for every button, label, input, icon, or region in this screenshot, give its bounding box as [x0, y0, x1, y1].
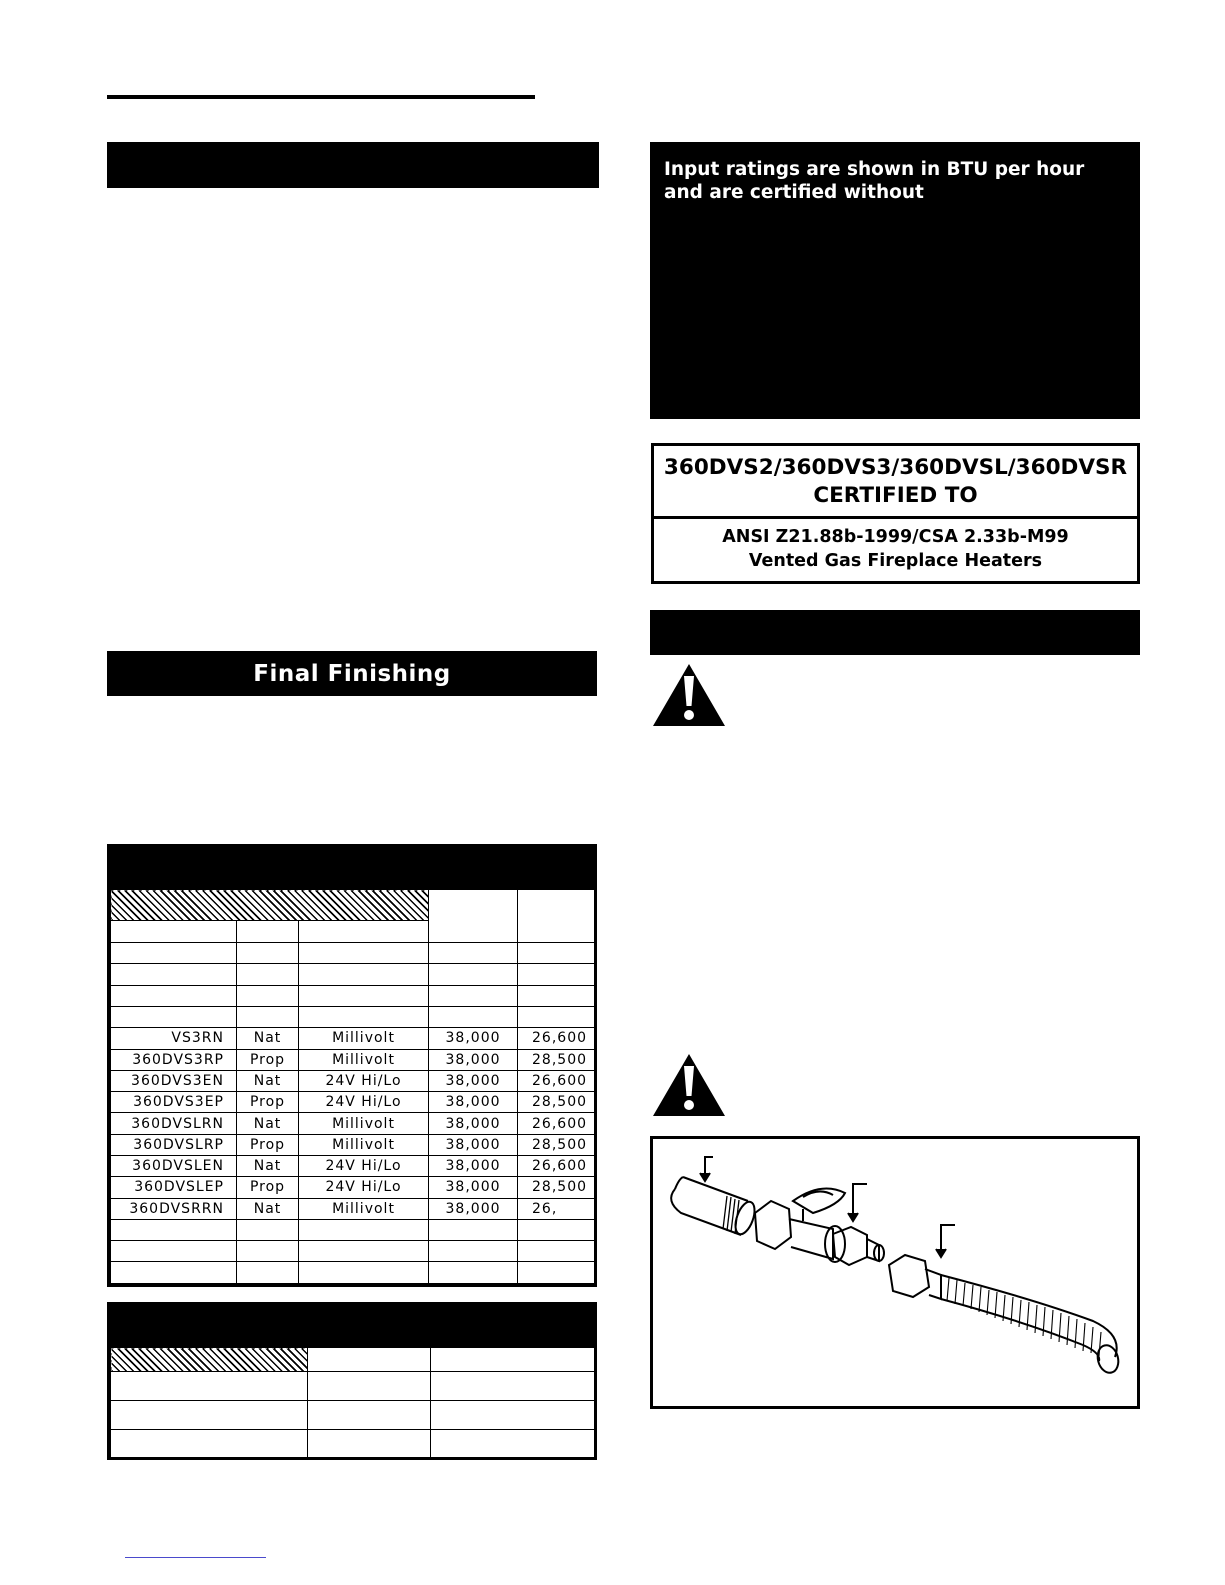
table1-cell: Millivolt [299, 1049, 429, 1070]
final-finishing-title: Final Finishing [253, 660, 451, 687]
section-header-1 [107, 142, 599, 188]
table1-cell: 38,000 [429, 1134, 518, 1155]
table1-row-empty [111, 964, 595, 985]
table1-grid [110, 889, 595, 1284]
table1-cell: Nat [237, 1198, 299, 1219]
table1-cell [429, 943, 518, 964]
certified-to-label: CERTIFIED TO [813, 483, 978, 508]
table1-cell: 24V Hi/Lo [299, 1156, 429, 1177]
table1-cell: Nat [237, 1156, 299, 1177]
table1-cell: Nat [237, 1028, 299, 1049]
table1-cell [237, 1241, 299, 1262]
table1-cell: 360DVSLEP [111, 1177, 237, 1198]
table1-row-empty [111, 1241, 595, 1262]
table1-cell: 26,600 [518, 1156, 595, 1177]
table1-cell: 24V Hi/Lo [299, 1177, 429, 1198]
certified-models: 360DVS2/360DVS3/360DVSL/360DVSR [663, 455, 1128, 480]
table1-cell [429, 1262, 518, 1284]
table1-row-empty [111, 1006, 595, 1027]
warning-triangle-icon [651, 662, 727, 728]
table1-cell [299, 1219, 429, 1240]
table1-hatched-header [111, 890, 429, 921]
table1-cell [111, 1006, 237, 1027]
table2-cell [111, 1372, 308, 1401]
table1-cell [237, 943, 299, 964]
table2-cell [111, 1430, 308, 1458]
table1-cell [518, 1241, 595, 1262]
table1-cell: 24V Hi/Lo [299, 1070, 429, 1091]
table1-cell: 24V Hi/Lo [299, 1092, 429, 1113]
table1-cell: 360DVS3EP [111, 1092, 237, 1113]
table1-row-empty [111, 1262, 595, 1284]
table-row [111, 1156, 595, 1177]
table1-cell: 28,500 [518, 1092, 595, 1113]
table1-cell [299, 1262, 429, 1284]
table1-cell: 38,000 [429, 1177, 518, 1198]
table2-header-cell [431, 1348, 595, 1372]
table1-cell [518, 985, 595, 1006]
table1-cell [429, 1219, 518, 1240]
table1-cell: 26,600 [518, 1113, 595, 1134]
table1-cell: 28,500 [518, 1134, 595, 1155]
certification-bottom [654, 519, 1137, 573]
table1-cell [429, 1241, 518, 1262]
table1-cell [518, 1219, 595, 1240]
table1-cell: 360DVS3RP [111, 1049, 237, 1070]
final-finishing-header [107, 651, 597, 696]
table1-cell [111, 985, 237, 1006]
table1-cell: 360DVSLRN [111, 1113, 237, 1134]
table1-cell [237, 985, 299, 1006]
table2-hatched-header [111, 1348, 308, 1372]
table1-subheader-cell [111, 921, 237, 943]
right-section-header [650, 610, 1140, 655]
table1-cell: Prop [237, 1177, 299, 1198]
table1-cell [429, 985, 518, 1006]
table1-cell: 26,600 [518, 1070, 595, 1091]
table1-row-empty [111, 1219, 595, 1240]
certification-standard: ANSI Z21.88b-1999/CSA 2.33b-M99 [722, 527, 1069, 547]
table1-cell [518, 1262, 595, 1284]
table1-cell: 360DVSRRN [111, 1198, 237, 1219]
table1-cell [111, 943, 237, 964]
table1-cell [299, 943, 429, 964]
table1-header-cell [518, 890, 595, 943]
table1-cell: Millivolt [299, 1134, 429, 1155]
top-rule [107, 95, 535, 99]
table1-cell [518, 943, 595, 964]
table1-cell: Nat [237, 1070, 299, 1091]
table1-cell: 38,000 [429, 1028, 518, 1049]
table-row [111, 1028, 595, 1049]
table1-cell: 26,600 [518, 1028, 595, 1049]
table-row [111, 1113, 595, 1134]
table1-cell [237, 1262, 299, 1284]
table-row [111, 1049, 595, 1070]
table1-cell: Prop [237, 1134, 299, 1155]
table1-cell [111, 1262, 237, 1284]
table-row [111, 1198, 595, 1219]
table2-grid [110, 1347, 595, 1458]
table1-cell: 38,000 [429, 1049, 518, 1070]
certification-description: Vented Gas Fireplace Heaters [748, 551, 1043, 571]
table1-cell [299, 985, 429, 1006]
table1-cell: 26, [518, 1198, 595, 1219]
table2-header-cell [308, 1348, 431, 1372]
table1-cell [237, 1006, 299, 1027]
table1-cell [518, 964, 595, 985]
table2-cell [308, 1430, 431, 1458]
table1-cell: 360DVSLEN [111, 1156, 237, 1177]
table1-cell [299, 1006, 429, 1027]
table1-cell: Millivolt [299, 1113, 429, 1134]
warning-triangle-icon [651, 1052, 727, 1118]
bottom-link-underline [125, 1557, 266, 1558]
table1-cell: Nat [237, 1113, 299, 1134]
table1-header-bar [110, 847, 594, 889]
table1-cell [518, 1006, 595, 1027]
table1-cell: 38,000 [429, 1092, 518, 1113]
table2-header-bar [110, 1305, 594, 1347]
table1-cell [299, 964, 429, 985]
table1-cell: 38,000 [429, 1156, 518, 1177]
table1-cell: Prop [237, 1049, 299, 1070]
gas-connector-figure [650, 1136, 1140, 1409]
table2-cell [308, 1372, 431, 1401]
table1-cell: 28,500 [518, 1177, 595, 1198]
table1-cell [237, 964, 299, 985]
table1-cell: Prop [237, 1092, 299, 1113]
second-table [107, 1302, 597, 1460]
table1-header-cell [429, 890, 518, 943]
table1-cell: 38,000 [429, 1113, 518, 1134]
table-row [111, 1134, 595, 1155]
table2-cell [431, 1430, 595, 1458]
table1-cell: 38,000 [429, 1198, 518, 1219]
table1-cell: Millivolt [299, 1198, 429, 1219]
table1-cell: VS3RN [111, 1028, 237, 1049]
btu-ratings-table [107, 844, 597, 1287]
table1-row-empty [111, 943, 595, 964]
table1-cell [111, 1241, 237, 1262]
table1-cell [111, 1219, 237, 1240]
table-row [111, 1177, 595, 1198]
input-ratings-text: Input ratings are shown in BTU per hour and are certified without [664, 159, 1085, 203]
table2-cell [308, 1401, 431, 1430]
table-row [111, 1092, 595, 1113]
table-row [111, 1070, 595, 1091]
certification-box [651, 443, 1140, 584]
table1-cell [299, 1241, 429, 1262]
table1-cell: 38,000 [429, 1070, 518, 1091]
table1-cell [429, 1006, 518, 1027]
table2-cell [111, 1401, 308, 1430]
table1-row-empty [111, 985, 595, 1006]
table1-cell: 360DVSLRP [111, 1134, 237, 1155]
table2-cell [431, 1401, 595, 1430]
table2-cell [431, 1372, 595, 1401]
table1-cell [111, 964, 237, 985]
table1-cell: 360DVS3EN [111, 1070, 237, 1091]
table1-cell: Millivolt [299, 1028, 429, 1049]
table1-cell [237, 1219, 299, 1240]
table1-subheader-cell [299, 921, 429, 943]
gas-connector-illustration [653, 1139, 1137, 1406]
table1-cell: 28,500 [518, 1049, 595, 1070]
table1-subheader-cell [237, 921, 299, 943]
table1-cell [429, 964, 518, 985]
certification-top [654, 446, 1137, 519]
input-ratings-box [650, 142, 1140, 419]
